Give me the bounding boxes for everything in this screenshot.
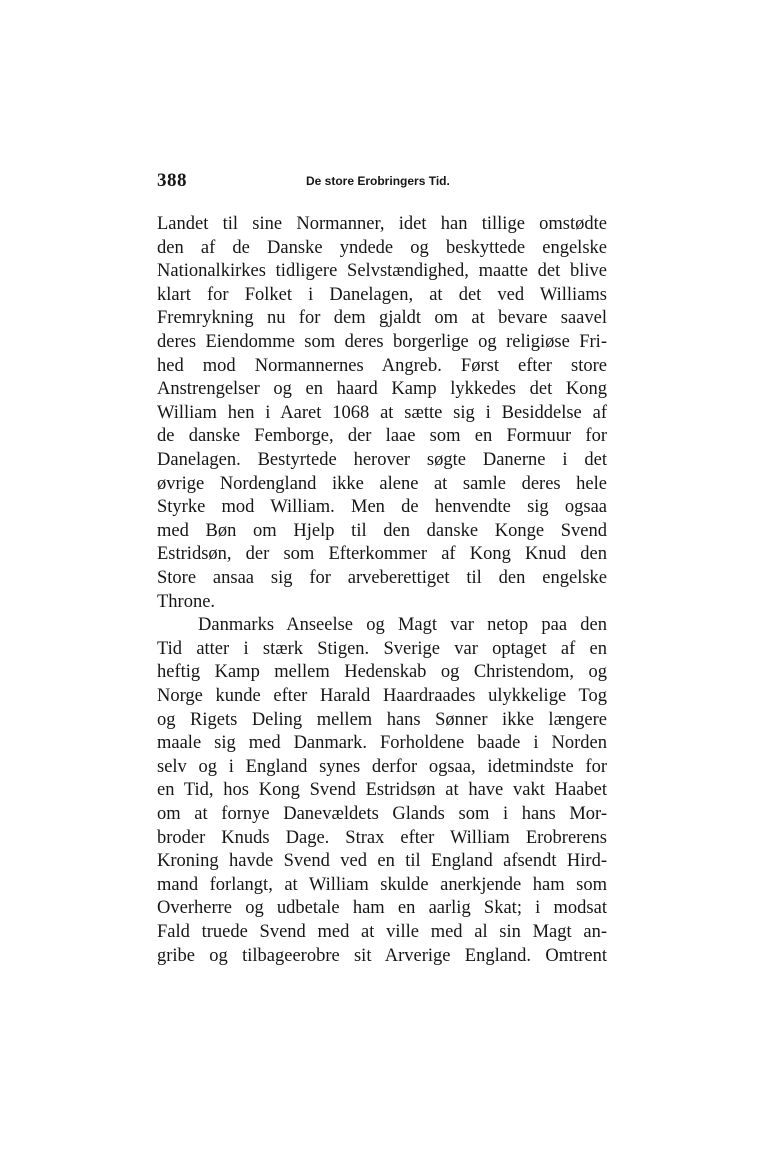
text-line: gribe og tilbageerobre sit Arverige England. Omtrent	[157, 946, 607, 966]
text-line: Fald truede Svend med at ville med al sin Magt an-	[157, 922, 607, 942]
text-line: William hen i Aaret 1068 at sætte sig i Besiddelse af	[157, 403, 607, 423]
text-line: Store ansaa sig for arveberettiget til den engelske	[157, 568, 607, 588]
text-line: Landet til sine Normanner, idet han tillige omstødte	[157, 214, 607, 234]
text-line: Tid atter i stærk Stigen. Sverige var optaget af en	[157, 639, 607, 659]
text-line: Danelagen. Bestyrtede herover søgte Danerne i det	[157, 450, 607, 470]
text-line: Danmarks Anseelse og Magt var netop paa den	[198, 615, 607, 635]
text-line: Styrke mod William. Men de henvendte sig ogsaa	[157, 497, 607, 517]
text-line: Estridsøn, der som Efterkommer af Kong Knud den	[157, 544, 607, 564]
text-line: maale sig med Danmark. Forholdene baade i Norden	[157, 733, 607, 753]
text-line: Nationalkirkes tidligere Selvstændighed, maatte det blive	[157, 261, 607, 281]
text-line: de danske Femborge, der laae som en Formuur for	[157, 426, 607, 446]
text-line: om at fornye Danevældets Glands som i hans Mor-	[157, 804, 607, 824]
text-line: den af de Danske yndede og beskyttede engelske	[157, 238, 607, 258]
text-line: Anstrengelser og en haard Kamp lykkedes det Kong	[157, 379, 607, 399]
running-header: De store Erobringers Tid.	[306, 174, 450, 188]
text-line: Throne.	[157, 592, 216, 612]
text-line: med Bøn om Hjelp til den danske Konge Svend	[157, 521, 607, 541]
text-line: heftig Kamp mellem Hedenskab og Christendom, og	[157, 662, 607, 682]
text-line: klart for Folket i Danelagen, at det ved Williams	[157, 285, 607, 305]
text-line: Overherre og udbetale ham en aarlig Skat; i modsat	[157, 898, 607, 918]
text-line: og Rigets Deling mellem hans Sønner ikke længere	[157, 710, 607, 730]
text-line: deres Eiendomme som deres borgerlige og religiøse Fri-	[157, 332, 607, 352]
text-line: Kroning havde Svend ved en til England afsendt Hird-	[157, 851, 607, 871]
text-line: øvrige Nordengland ikke alene at samle deres hele	[157, 474, 607, 494]
text-line: broder Knuds Dage. Strax efter William Erobrerens	[157, 828, 607, 848]
text-line: hed mod Normannernes Angreb. Først efter store	[157, 356, 607, 376]
text-line: Norge kunde efter Harald Haardraades ulykkelige Tog	[157, 686, 607, 706]
text-line: en Tid, hos Kong Svend Estridsøn at have vakt Haabet	[157, 780, 607, 800]
page-number: 388	[157, 170, 187, 191]
text-line: selv og i England synes derfor ogsaa, idetmindste for	[157, 757, 607, 777]
text-line: mand forlangt, at William skulde anerkjende ham som	[157, 875, 607, 895]
text-line: Fremrykning nu for dem gjaldt om at bevare saavel	[157, 308, 607, 328]
